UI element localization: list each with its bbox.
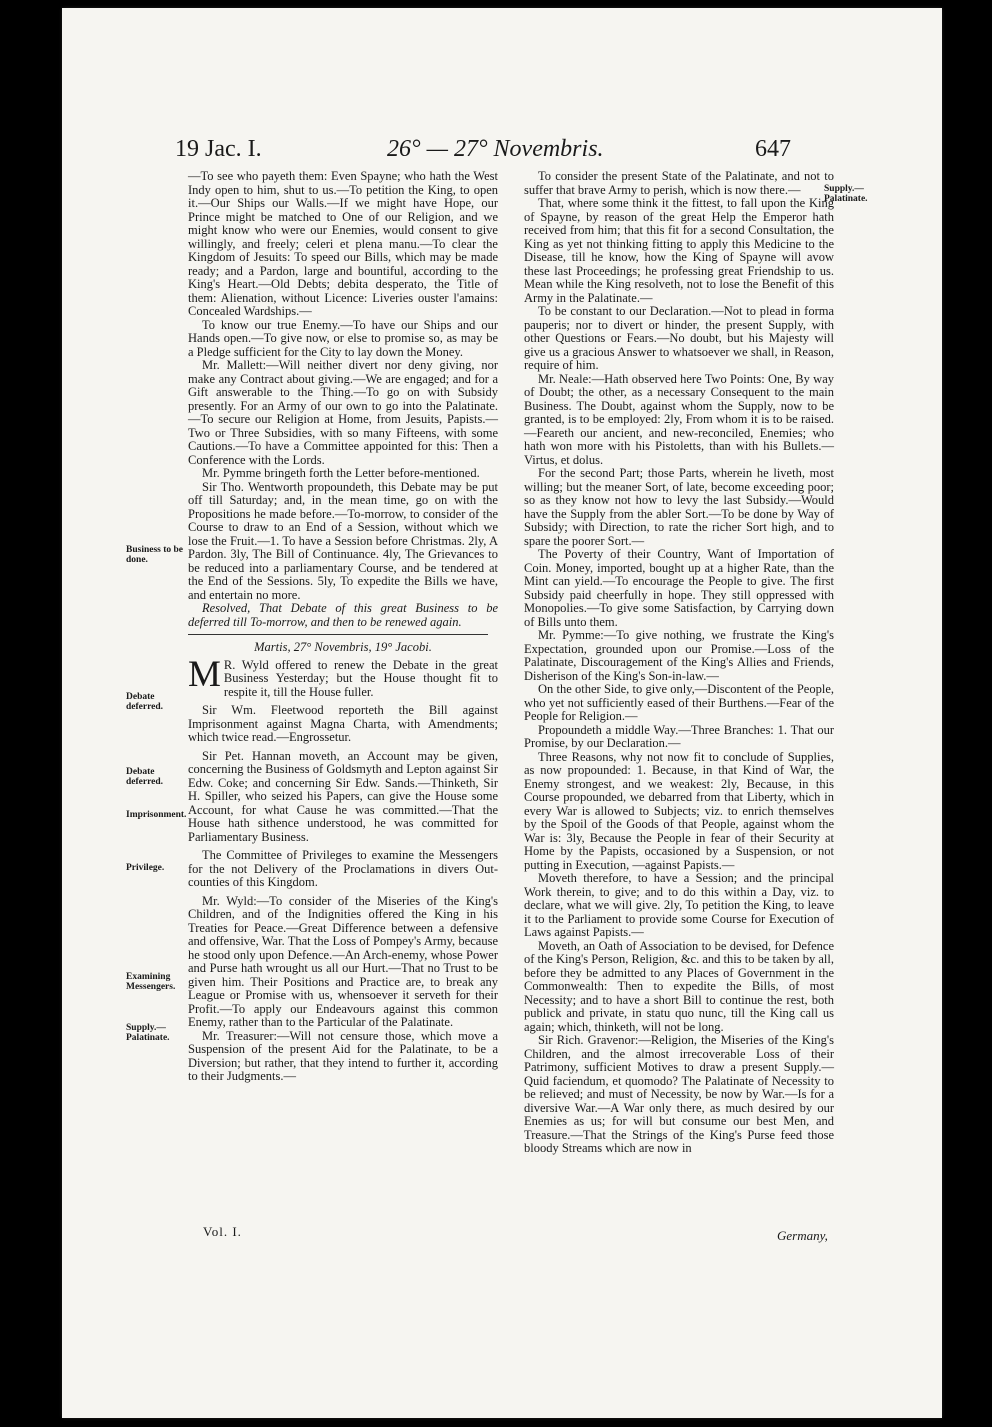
running-header <box>62 136 942 170</box>
paragraph: Mr. Mallett:—Will neither divert nor deny giving, nor make any Contract about giving.—We are engaged; and for a Gift answerable to the Thing.—To go on with Subsidy presently. For an Army of our own to go into the Palatinate.—To secure our Religion at Home, from Jesuits, Papists.—Two or Three Subsidies, with so many Fifteens, with some Cautions.—To have a Committee appointed for this: Then a Conference with the Lords. <box>188 358 498 467</box>
paragraph: Sir Pet. Hannan moveth, an Account may be given, concerning the Business of Goldsmyth and Lepton against Sir Edw. Coke; and concerning Sir Edw. Sands.—Thinketh, Sir H. Spiller, who seized his Papers, can give the House some Account, for what Cause he was committed.—That the House hath sithence understood, he was committed for Parliamentary Business. <box>188 748 498 844</box>
paragraph: To be constant to our Declaration.—Not to plead in forma pauperis; nor to divert or hinder, the present Supply, with other Questions or Fears.—No doubt, but his Majesty will give us a gracious Answer to whatsoever we shall, in Reason, require of him. <box>524 304 834 372</box>
paragraph: The Poverty of their Country, Want of Importation of Coin. Money, imported, bought up at a higher Rate, than the Mint can yield.—To encourage the People to give. The first Subsidy paid cheerfully in hope. They still oppressed with Monopolies.—To give some Satisfaction, by Carrying down of Bills unto them. <box>524 547 834 629</box>
header-dates: 26° — 27° Novembris. <box>387 136 604 162</box>
header-reign: 19 Jac. I. <box>175 136 262 162</box>
margin-note-business: Business to be done. <box>126 545 184 565</box>
margin-note-imprisonment: Imprisonment. <box>126 810 187 820</box>
paragraph: To know our true Enemy.—To have our Ships and our Hands open.—To give now, or else to promise so, as may be a Pledge sufficient for the City to lay down the Money. <box>188 317 498 359</box>
paragraph: Resolved, That Debate of this great Business to be deferred till To-morrow, and then to be renewed again. <box>188 601 498 629</box>
paragraph: Mr. Treasurer:—Will not censure those, which move a Suspension of the present Aid for the Palatinate, to be a Diversion; but rather, that they intend to further it, according to their Judgments.— <box>188 1028 498 1083</box>
paragraph: Mr. Wyld:—To consider of the Miseries of the King's Children, and of the Indignities offered the King in his Treaties for Peace.—Great Difference between a defensive and offensive, War. That the Loss of Pompey's Army, because he stood only upon Defence.—An Arch-enemy, whose Power and Purse hath wrought us all our Hurt.—That no Trust to be given him. Their Positions and Practice are, to break any League or Promise with us, whensoever it serveth for their Profit.—To apply our Endeavours against this common Enemy, rather than to the Particular of the Palatinate. <box>188 893 498 1029</box>
margin-note-examining: Examining Messengers. <box>126 972 176 992</box>
margin-note-debate-deferred-2: Debate deferred. <box>126 767 164 787</box>
paragraph: Sir Tho. Wentworth propoundeth, this Debate may be put off till Saturday; and, in the mean time, go on with the Propositions he made before.—To-morrow, to consider of the Course to draw to an End of a Session, without which we lose the Fruit.—1. To have a Session before Christmas. 2ly, A Pardon. 3ly, The Bill of Continuance. 4ly, The Grievances to be reduced into a parliamentary Course, and be tendered at the End of the Sessions. 5ly, To expedite the Bills we have, and entertain no more. <box>188 479 498 602</box>
margin-note-supply-right: Supply.— Palatinate. <box>824 184 868 204</box>
volume-signature: Vol. I. <box>203 1224 242 1239</box>
section-divider <box>188 634 488 635</box>
paragraph: Propoundeth a middle Way.—Three Branches: 1. That our Promise, by our Declaration.— <box>524 722 834 750</box>
paragraph: Mr. Pymme bringeth forth the Letter before-mentioned. <box>202 466 480 480</box>
paragraph: For the second Part; those Parts, wherein he liveth, most willing; but the meaner Sort, of late, become exceeding poor; so as they know not how to levy the last Subsidy.—Would have the Supply from the abler Sort.—To be done by Way of Subsidy; with Direction, to rate the richer Sort high, and to spare the poorer Sort.— <box>524 466 834 548</box>
paragraph: To consider the present State of the Palatinate, and not to suffer that brave Army to perish, which is now there.— <box>524 169 834 197</box>
book-page <box>62 8 942 1418</box>
right-column <box>524 170 834 1156</box>
paragraph: The Committee of Privileges to examine the Messengers for the not Delivery of the Proclamations in divers Out-counties of this Kingdom. <box>188 848 498 889</box>
margin-note-privilege: Privilege. <box>126 863 165 873</box>
paragraph: MR. Wyld offered to renew the Debate in the great Business Yesterday; but the House thought fit to respite it, till the House fuller. <box>188 653 498 699</box>
paragraph: On the other Side, to give only,—Discontent of the People, who yet not sufficiently eased of their Burthens.—Fear of the People for Religion.— <box>524 682 834 723</box>
section-heading: Martis, 27° Novembris, 19° Jacobi. <box>254 640 432 654</box>
paragraph: —To see who payeth them: Even Spayne; who hath the West Indy open to him, shut to us.—To petition the King, to open it.—Our Ships our Walls.—If we might have Hope, our Prince might be matched to One of our Religion, and we might know who were our Enemies, would consent to give willingly, and freely; celeri et plena manu.—To clear the Kingdom of Jesuits: To speed our Bills, which may be made ready; and a Pardon, large and bountiful, according to the King's Heart.—Old Debts; debita desperato, the Title of them: Alienation, without Licence: Liveries ouster l'amains: Concealed Wardships.— <box>188 169 498 318</box>
paragraph: Three Reasons, why not now fit to conclude of Supplies, as now propounded: 1. Because, in that Kind of War, the Enemy strongest, and we weakest: 2ly, Because, in this Course propounded, we debarred from that Liberty, which in every War is allowed to Subjects; viz. to enrich themselves by the Spoil of the Goods of that People, against whom the War is: 3ly, Because the People in fear of their Security at Home by the Papists, occasioned by a Suspension, or not putting in Execution, —against Papists.— <box>524 749 834 872</box>
paragraph: Mr. Pymme:—To give nothing, we frustrate the King's Expectation, grounded upon our Promise.—Loss of the Palatinate, Discouragement of the King's Allies and Friends, Disherison of the King's Son-in-law.— <box>524 628 834 683</box>
paragraph: Moveth therefore, to have a Session; and the principal Work therein, to give; and to do this within a Day, viz. to declare, what we will give. 2ly, To petition the King, to leave it to the Parliament to provide some Course for Execution of Laws against Papists.— <box>524 871 834 939</box>
page-number: 647 <box>755 136 791 162</box>
margin-note-debate-deferred: Debate deferred. <box>126 692 164 712</box>
paragraph: Mr. Neale:—Hath observed here Two Points: One, By way of Doubt; the other, as a necessary Consequent to the main Business. The Doubt, against whom the Supply, now to be granted, is to be employed: 2ly, From whom it is to be raised.—Feareth our ancient, and new-reconciled, Enemies; who hath won more with his Pistoletts, than with his Bullets.—Virtus, et dolus. <box>524 371 834 467</box>
catchword: Germany, <box>777 1228 828 1243</box>
paragraph: Sir Wm. Fleetwood reporteth the Bill against Imprisonment against Magna Charta, with Amendments; which twice read.—Engrossetur. <box>188 703 498 744</box>
left-column <box>188 170 498 1084</box>
margin-note-supply-left: Supply.— Palatinate. <box>126 1023 170 1043</box>
paragraph: Sir Rich. Gravenor:—Religion, the Miseries of the King's Children, and the almost irrecoverable Loss of their Patrimony, sufficient Motives to draw a present Supply.—Quid faciendum, et quomodo? The Palatinate of Necessity to be relieved; and must of Necessity, be now by War.—Is for a diversive War.—A War only there, as much desired by our Enemies as us; for will but consume our best Men, and Treasure.—That the Strings of the King's Purse feed those bloody Streams which are now in <box>524 1033 834 1155</box>
paragraph: Moveth, an Oath of Association to be devised, for Defence of the King's Person, Religion, &c. and this to be taken by all, before they be admitted to any Places of Government in the Commonwealth: Then to expedite the Bills, of most Necessity; and to have a short Bill to continue the rest, both publick and private, in statu quo nunc, till the King call us again; which, thinketh, will not be long. <box>524 938 834 1034</box>
paragraph: That, where some think it the fittest, to fall upon the King of Spayne, by reason of the great Help the Emperor hath received from him; that this fit for a second Consultation, the King as yet not thinking fitting to apply this Medicine to the Disease, till he know, how the King of Spayne will avow these last Proceedings; he professing great Friendship to us. Mean while the King resolveth, not to lose the Benefit of this Army in the Palatinate.— <box>524 196 834 305</box>
